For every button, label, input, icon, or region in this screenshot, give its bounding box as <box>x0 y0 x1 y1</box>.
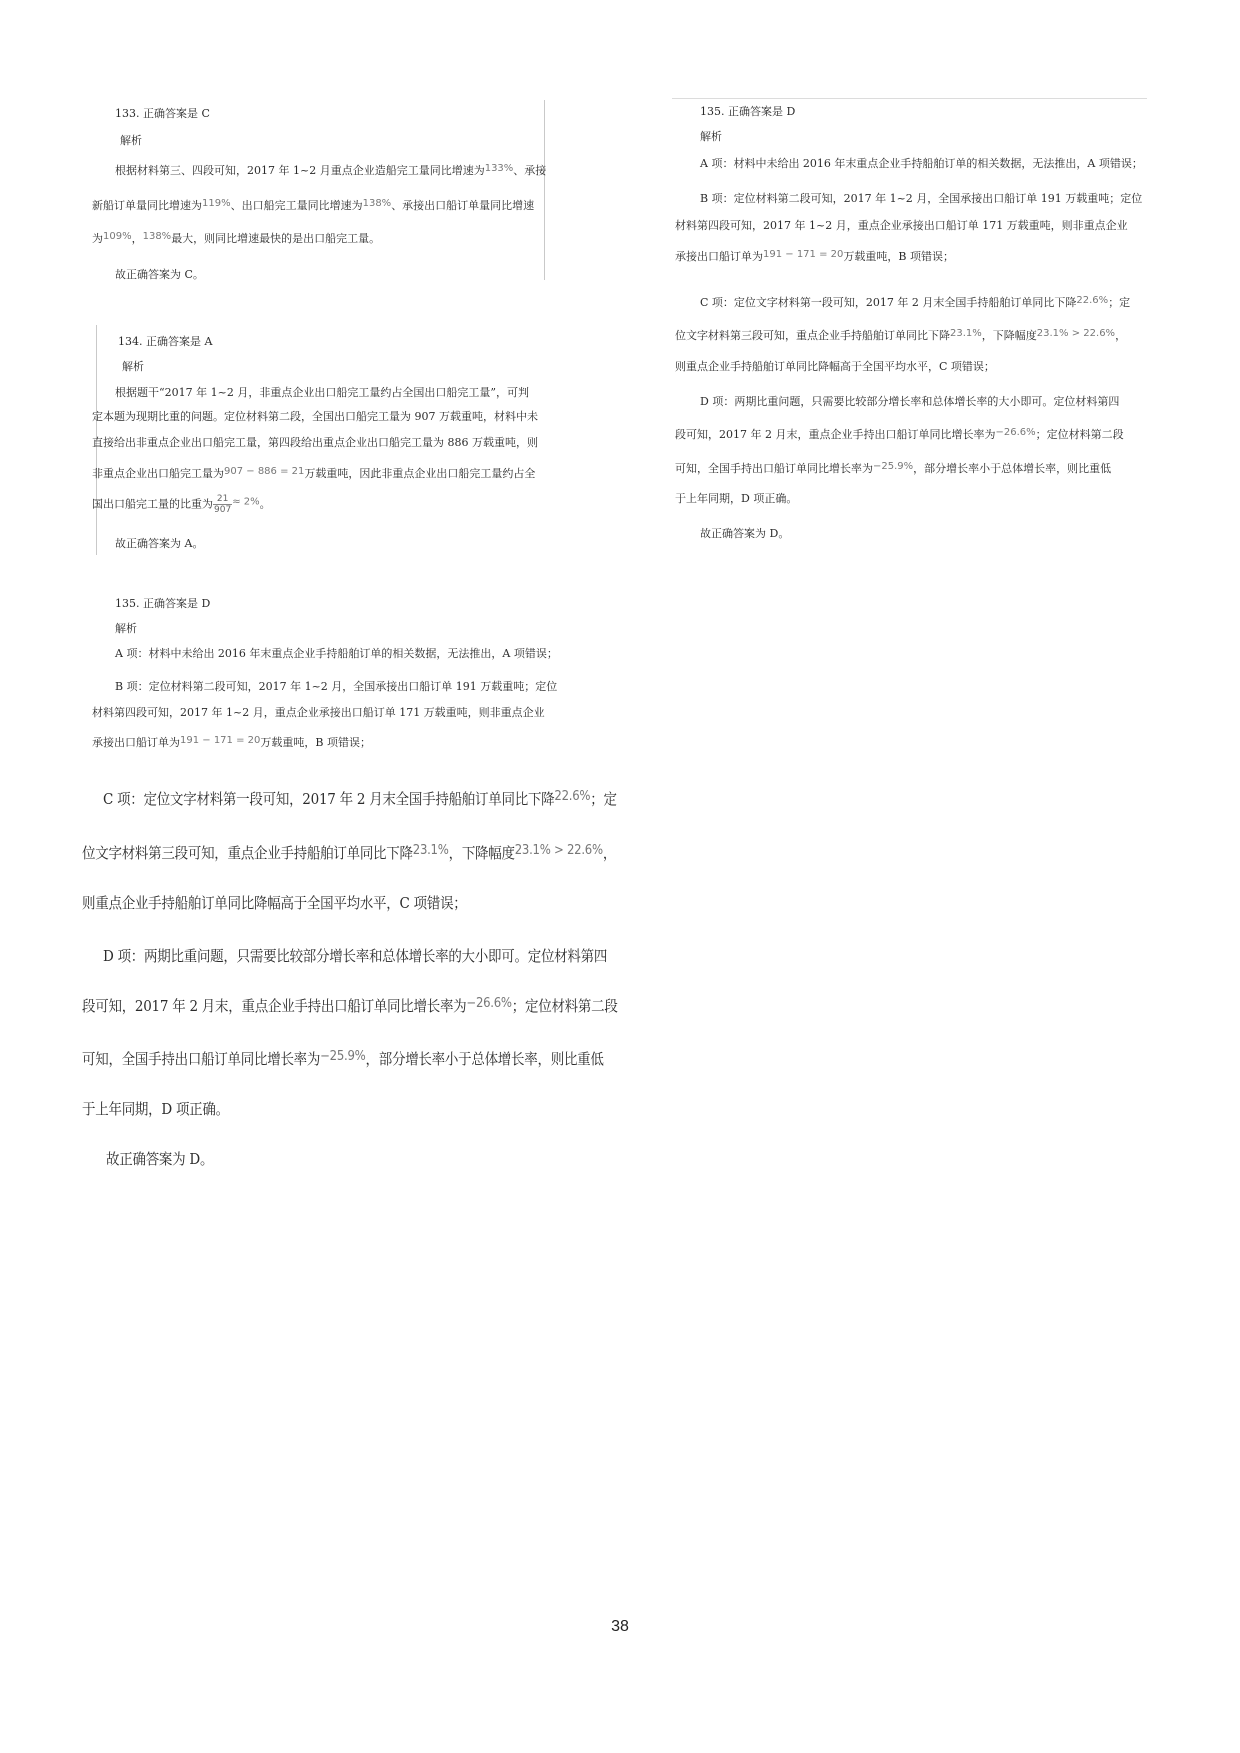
q135-right-c2c: ， <box>1115 329 1127 342</box>
q135-large-d3-math: −25.9% <box>320 1049 366 1064</box>
q135-left-a: A 项：材料中未给出 2016 年末重点企业手持船舶订单的相关数据，无法推出，A 项错误； <box>115 647 558 660</box>
q135-large-c2 <box>82 842 616 863</box>
q135-right-b3 <box>675 248 954 264</box>
q135-right-d2-math: −26.6% <box>995 427 1036 438</box>
q135-right-b2: 材料第四段可知，2017 年 1~2 月，重点企业承接出口船订单 171 万载重吨，则非重点企业 <box>675 219 1128 232</box>
q133-line-1 <box>115 162 546 178</box>
q133-l3b: ， <box>131 232 143 245</box>
q134-line-5 <box>92 494 271 515</box>
q135-large-d2-math: −26.6% <box>466 996 512 1011</box>
q135-right-b1: B 项：定位材料第二段可知，2017 年 1~2 月，全国承接出口船订单 191 万载重吨；定位 <box>700 192 1143 205</box>
q134-line-2: 定本题为现期比重的问题。定位材料第二段，全国出口船完工量为 907 万载重吨，材料中未 <box>92 410 538 423</box>
q135-right-b3b: 万载重吨，B 项错误； <box>843 250 954 263</box>
q134-l4a: 非重点企业出口船完工量为 <box>92 467 224 480</box>
q135-large-c1 <box>103 788 617 809</box>
q135-right-d3a: 可知，全国手持出口船订单同比增长率为 <box>675 462 873 475</box>
q135-large-c2-math-1: 23.1% <box>412 843 449 858</box>
q135-large-d4: 于上年同期，D 项正确。 <box>82 1100 229 1118</box>
q135-right-c2b: ，下降幅度 <box>981 329 1037 342</box>
q133-conclusion: 故正确答案为 C。 <box>115 268 204 281</box>
q135-right-d2b: ；定位材料第二段 <box>1035 428 1124 441</box>
q133-l2b: 、出口船完工量同比增速为 <box>230 199 363 212</box>
q135-right-c1b: ；定 <box>1108 296 1131 309</box>
q133-l2a: 新船订单量同比增速为 <box>92 199 202 212</box>
q133-l3a: 为 <box>92 232 103 245</box>
q135-left-b3b: 万载重吨，B 项错误； <box>260 736 371 749</box>
q135-large-d3b: ，部分增长率小于总体增长率，则比重低 <box>365 1050 604 1068</box>
q135-right-conclusion: 故正确答案为 D。 <box>700 527 790 540</box>
q135-left-header: 135. 正确答案是 D <box>115 597 211 610</box>
q135-left-label: 解析 <box>115 622 137 635</box>
q135-left-b3a: 承接出口船订单为 <box>92 736 180 749</box>
q135-large-d2b: ；定位材料第二段 <box>511 997 618 1015</box>
q135-right-c1 <box>700 294 1130 310</box>
q134-fraction-denominator: 907 <box>214 505 232 515</box>
q134-l4-math: 907 − 886 = 21 <box>224 466 305 477</box>
q135-right-d3b: ，部分增长率小于总体增长率，则比重低 <box>913 462 1112 475</box>
q135-large-d2a: 段可知，2017 年 2 月末，重点企业手持出口船订单同比增长率为 <box>82 997 467 1015</box>
q133-header: 133. 正确答案是 C <box>115 107 210 120</box>
q135-left-b1: B 项：定位材料第二段可知，2017 年 1~2 月，全国承接出口船订单 191 万载重吨；定位 <box>115 680 558 693</box>
q135-large-c2a: 位文字材料第三段可知，重点企业手持船舶订单同比下降 <box>82 844 413 862</box>
q133-l1-math: 133% <box>484 163 514 174</box>
q135-large-c2c: ， <box>602 844 617 862</box>
q133-l2-math-2: 138% <box>362 198 392 209</box>
q135-right-d2a: 段可知，2017 年 2 月末，重点企业手持出口船订单同比增长率为 <box>675 428 996 441</box>
q135-right-c2 <box>675 327 1126 343</box>
q135-left-b3 <box>92 734 371 750</box>
q135-right-b3-math: 191 − 171 = 20 <box>763 249 844 260</box>
q135-right-label: 解析 <box>700 130 722 143</box>
q134-header: 134. 正确答案是 A <box>118 335 213 348</box>
q135-right-header: 135. 正确答案是 D <box>700 105 796 118</box>
q133-line-2 <box>92 197 534 213</box>
page-number: 38 <box>611 1618 629 1635</box>
q135-right-c1-math: 22.6% <box>1076 295 1109 306</box>
q135-large-c1a: C 项：定位文字材料第一段可知，2017 年 2 月末全国手持船舶订单同比下降 <box>103 790 555 808</box>
q133-line-3 <box>92 230 380 246</box>
q133-l1b: 、承接 <box>513 164 547 177</box>
q133-l2-math-1: 119% <box>202 198 231 209</box>
q134-line-4 <box>92 465 535 481</box>
q135-right-d3-math: −25.9% <box>873 461 914 472</box>
q135-large-c3: 则重点企业手持船舶订单同比降幅高于全国平均水平，C 项错误； <box>82 894 467 912</box>
q135-large-c1-math: 22.6% <box>554 789 591 804</box>
q133-l3-math-2: 138% <box>142 231 172 242</box>
q133-l1: 根据材料第三、四段可知，2017 年 1~2 月重点企业造船完工量同比增速为 <box>115 164 485 177</box>
q135-left-b3-math: 191 − 171 = 20 <box>180 735 261 746</box>
q135-large-d3 <box>82 1048 604 1069</box>
q135-large-c2-math-2: 23.1% > 22.6% <box>514 843 603 858</box>
q134-l5a: 国出口船完工量的比重为 <box>92 497 213 511</box>
q135-large-conclusion: 故正确答案为 D。 <box>106 1150 214 1168</box>
q135-right-d3 <box>675 460 1111 476</box>
q133-l2c: 、承接出口船订单量同比增速 <box>391 199 535 212</box>
q135-right-d4: 于上年同期，D 项正确。 <box>675 492 798 505</box>
q135-large-d1: D 项：两期比重问题，只需要比较部分增长率和总体增长率的大小即可。定位材料第四 <box>103 947 608 965</box>
divider-133 <box>544 100 545 280</box>
q133-l3-math-1: 109% <box>103 231 132 242</box>
q135-large-d2 <box>82 995 618 1016</box>
q135-large-d3a: 可知，全国手持出口船订单同比增长率为 <box>82 1050 321 1068</box>
q134-label: 解析 <box>122 360 144 373</box>
q135-right-c1a: C 项：定位文字材料第一段可知，2017 年 2 月末全国手持船舶订单同比下降 <box>700 296 1077 309</box>
q134-l4b: 万载重吨，因此非重点企业出口船完工量约占全 <box>304 467 536 480</box>
q135-right-c2-math-2: 23.1% > 22.6% <box>1036 328 1116 339</box>
q135-right-c3: 则重点企业手持船舶订单同比降幅高于全国平均水平，C 项错误； <box>675 360 995 373</box>
q134-line-1: 根据题干“2017 年 1~2 月，非重点企业出口船完工量约占全国出口船完工量”，可判 <box>115 386 529 399</box>
q135-right-a: A 项：材料中未给出 2016 年末重点企业手持船舶订单的相关数据，无法推出，A 项错误； <box>700 157 1143 170</box>
q135-right-d1: D 项：两期比重问题，只需要比较部分增长率和总体增长率的大小即可。定位材料第四 <box>700 395 1120 408</box>
q135-large-c1b: ；定 <box>590 790 617 808</box>
q135-right-b3a: 承接出口船订单为 <box>675 250 763 263</box>
q135-large-c2b: ，下降幅度 <box>448 844 515 862</box>
q134-l5-math: ≈ 2% <box>232 496 260 508</box>
q135-right-c2a: 位文字材料第三段可知，重点企业手持船舶订单同比下降 <box>675 329 950 342</box>
q134-fraction-numerator: 21 <box>213 494 232 505</box>
q133-label: 解析 <box>120 134 142 147</box>
q134-fraction <box>213 494 232 515</box>
q135-right-c2-math-1: 23.1% <box>950 328 982 339</box>
q135-left-b2: 材料第四段可知，2017 年 1~2 月，重点企业承接出口船订单 171 万载重吨，则非重点企业 <box>92 706 545 719</box>
q133-l3c: 最大，则同比增速最快的是出口船完工量。 <box>171 232 381 245</box>
q134-l5b: 。 <box>259 497 271 511</box>
q134-conclusion: 故正确答案为 A。 <box>115 537 204 550</box>
q135-right-d2 <box>675 426 1124 442</box>
top-rule-right <box>672 98 1147 99</box>
q134-line-3: 直接给出非重点企业出口船完工量，第四段给出重点企业出口船完工量为 886 万载重吨，则 <box>92 436 538 449</box>
